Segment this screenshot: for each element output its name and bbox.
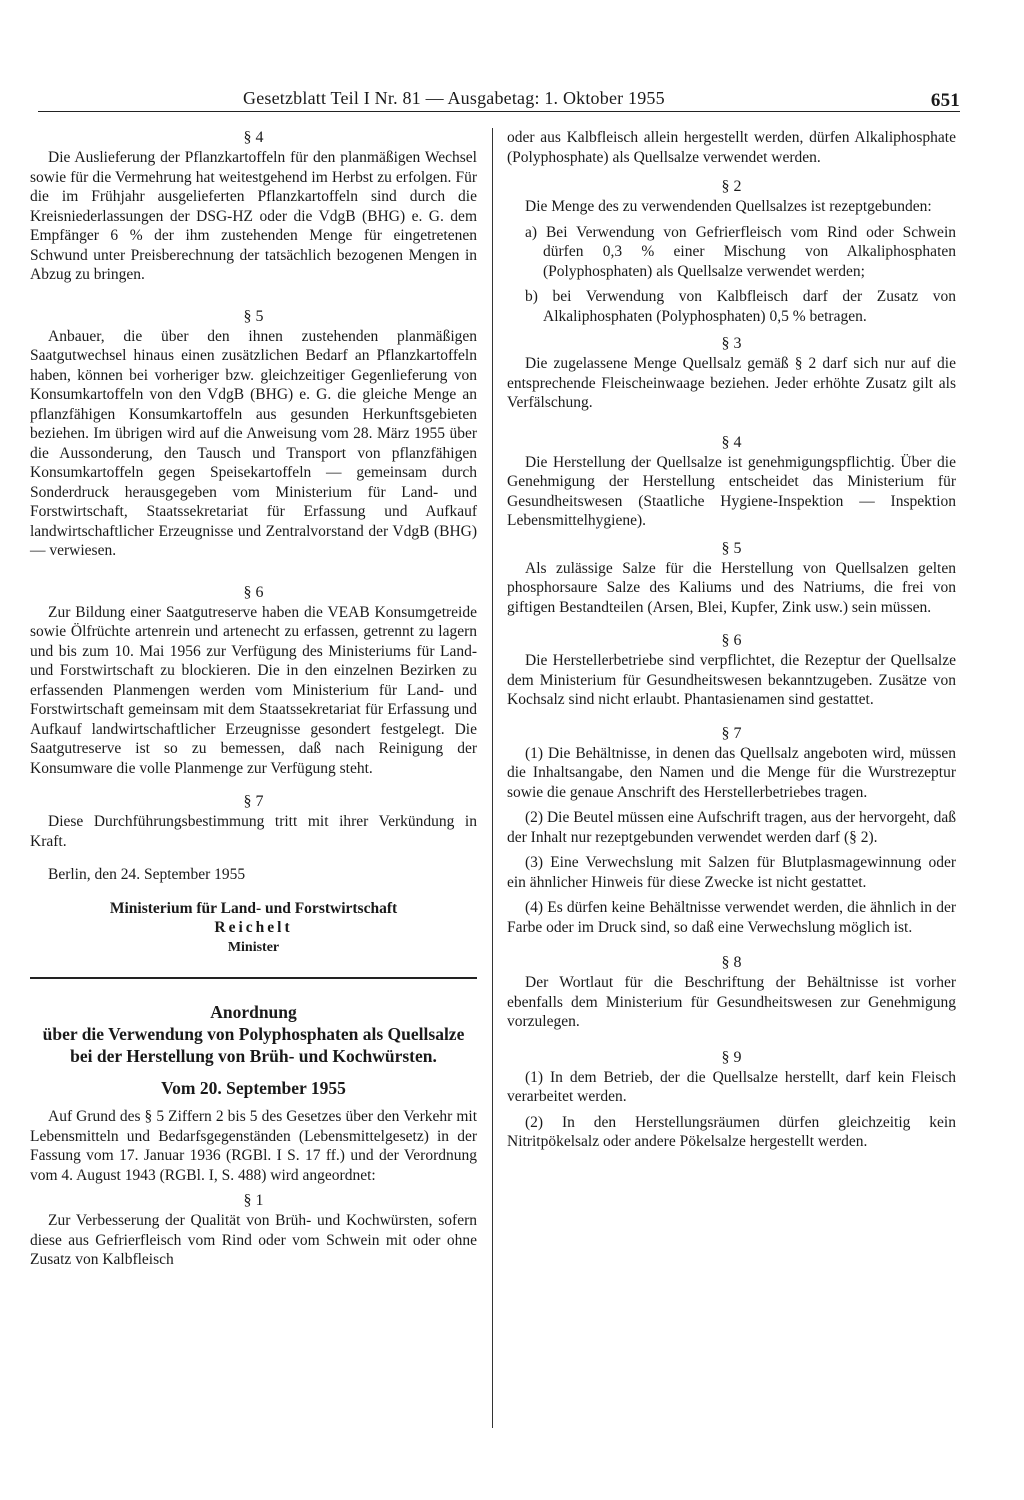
section-heading: § 7 <box>721 724 742 742</box>
paragraph: Zur Bildung einer Saatgutreserve haben die VEAB Konsumgetreide sowie Ölfrüchte artenrein und artenecht zu erfassen, getrennt zu lagern und bis zum 10. Mai 1956 zur Verfügung des Ministeriums für Land- und Forstwirtschaft zu blockieren. Die in den einzelnen Bezirken zu erfassenden Planmengen werden vom Ministerium für Land- und Forstwirtschaft gemeinsam mit dem Staatssekretariat für Erfassung und Aufkauf landwirtschaftlicher Erzeugnisse gesondert festgelegt. Die Saatgutreserve ist so zu bemessen, daß nach Reinigung der Konsumware die volle Planmenge zur Verfügung steht. <box>30 603 477 777</box>
paragraph: Anbauer, die über den ihnen zustehenden planmäßigen Saatgutwechsel hinaus einen zusätzlichen Bedarf an Pflanzkartoffeln haben, können bei vorheriger bzw. gleichzeitiger Gegenlieferung von Konsumkartoffeln von den VdgB (BHG) e. G. die gleiche Menge an pflanzfähigen Konsumkartoffeln aus gesunden Herkunftsgebieten beziehen. Im übrigen wird auf die Anweisung vom 28. März 1955 über die Aussonderung, den Tausch und Transport von pflanzfähigen Konsumkartoffeln gegen Speisekartoffeln — gemeinsam durch Sonderdruck herausgegeben vom Ministerium für Land- und Forstwirtschaft, Staatssekretariat für Erfassung und Aufkauf landwirtschaftlicher Erzeugnisse und Zentralvorstand der VdgB (BHG) — verwiesen. <box>30 327 477 559</box>
section-heading: § 5 <box>721 539 742 557</box>
left-column <box>30 128 477 1270</box>
decree-date: Vom 20. September 1955 <box>161 1078 346 1098</box>
paragraph: Auf Grund des § 5 Ziffern 2 bis 5 des Gesetzes über den Verkehr mit Lebensmitteln und Bedarfsgegenständen (Lebensmittelgesetz) in der Fassung vom 17. Januar 1936 (RGBl. I S. 17 ff.) und der Verordnung vom 4. August 1943 (RGBl. I, S. 488) wird angeordnet: <box>30 1108 477 1184</box>
paragraph: (2) In den Herstellungsräumen dürfen gleichzeitig kein Nitritpökelsalz oder andere Pökelsalze hergestellt werden. <box>507 1113 956 1150</box>
section-heading: § 6 <box>721 632 742 649</box>
paragraph: Als zulässige Salze für die Herstellung von Quellsalzen gelten phosphorsaure Salze des Kaliums und des Natriums, die frei von giftigen Bestandteilen (Arsen, Blei, Kupfer, Zink usw.) sein müssen. <box>507 559 956 616</box>
paragraph: Die Herstellung der Quellsalze ist genehmigungspflichtig. Über die Genehmigung der Herstellung entscheidet das Ministerium für Gesundheitswesen (Staatliche Hygiene-Inspektion — Inspektion Lebensmittelhygiene). <box>507 453 956 529</box>
section-heading: § 4 <box>243 129 264 146</box>
section-heading: § 5 <box>243 307 264 325</box>
paragraph: Diese Durchführungsbestimmung tritt mit ihrer Verkündung in Kraft. <box>30 813 477 850</box>
section-heading: § 9 <box>721 1048 742 1066</box>
ministry-name: Ministerium für Land- und Forstwirtschaft <box>109 899 398 917</box>
paragraph: (2) Die Beutel müssen eine Aufschrift tragen, aus der hervorgeht, daß der Inhalt nur rezeptgebunden verwendet werden darf (§ 2). <box>507 809 956 846</box>
section-heading: § 8 <box>721 954 742 971</box>
paragraph: Die Menge des zu verwendenden Quellsalzes ist rezeptgebunden: <box>525 198 932 215</box>
page-number: 651 <box>930 90 960 111</box>
paragraph: Der Wortlaut für die Beschriftung der Behältnisse ist vorher ebenfalls dem Ministerium für Gesundheitswesen zur Genehmigung vorzulegen. <box>507 974 956 1030</box>
signer-name: Reichelt <box>214 919 293 936</box>
header-rule <box>38 111 960 112</box>
column-divider <box>492 128 493 1428</box>
paragraph: (3) Eine Verwechslung mit Salzen für Blutplasmagewinnung oder ein ähnlicher Hinweis für diese Zwecke ist nicht gestattet. <box>507 854 956 891</box>
section-heading: § 4 <box>721 433 742 451</box>
section-heading: § 1 <box>243 1192 264 1209</box>
paragraph: Die Herstellerbetriebe sind verpflichtet, die Rezeptur der Quellsalze dem Ministerium für Gesundheitswesen bekanntzugeben. Zusätze von Kochsalz sind nicht erlaubt. Phantasienamen sind gestattet. <box>507 652 956 708</box>
section-heading: § 7 <box>243 793 264 810</box>
paragraph: Die zugelassene Menge Quellsalz gemäß § 2 darf sich nur auf die entsprechende Fleischeinwaage beziehen. Jeder erhöhte Zusatz gilt als Verfälschung. <box>507 355 956 411</box>
list-item: a) Bei Verwendung von Gefrierfleisch vom Rind oder Schwein dürfen 0,3 % einer Mischung von Alkaliphosphaten (Polyphosphaten) als Quellsalze verwendet werden; <box>525 223 956 280</box>
paragraph: Zur Verbesserung der Qualität von Brüh- und Kochwürsten, sofern diese aus Gefrierfleisch vom Rind oder vom Schwein mit oder ohne Zusatz von Kalbfleisch <box>30 1212 477 1268</box>
paragraph: oder aus Kalbfleisch allein hergestellt werden, dürfen Alkaliphosphate (Polyphosphate) als Quellsalze verwendet werden. <box>507 129 956 166</box>
paragraph: (1) Die Behältnisse, in denen das Quellsalz angeboten wird, müssen die Inhaltsangabe, den Namen und die Menge für die Wurstrezeptur sowie die genaue Anschrift des Herstellerbetriebes tragen. <box>507 744 956 801</box>
paragraph: (1) In dem Betrieb, der die Quellsalze herstellt, darf kein Fleisch verarbeitet werden. <box>507 1068 956 1105</box>
decree-title: Anordnung <box>210 1002 297 1022</box>
decree-subtitle: über die Verwendung von Polyphosphaten als Quellsalze bei der Herstellung von Brüh- und Kochwürsten. <box>42 1024 465 1066</box>
signer-role: Minister <box>227 939 280 955</box>
right-column <box>507 128 956 1152</box>
paragraph: (4) Es dürfen keine Behältnisse verwendet werden, die ähnlich in der Farbe oder im Druck sind, so daß eine Verwechslung möglich ist. <box>507 899 956 936</box>
section-heading: § 2 <box>721 178 742 195</box>
paragraph: Die Auslieferung der Pflanzkartoffeln für den planmäßigen Wechsel sowie für die Vermehrung hat weitestgehend im Herbst zu erfolgen. Für die im Frühjahr ausgelieferten Pflanzkartoffeln sind durch die Kreisniederlassungen der DSG-HZ oder die VdgB (BHG) e. G. dem Empfänger 6 % der ihm zustehenden Menge für eingetretenen Schwund unter Preisberechnung der tatsächlich bezogenen Mengen in Abzug zu bringen. <box>30 149 477 283</box>
gazette-title: Gesetzblatt Teil I Nr. 81 — Ausgabetag: 1. Oktober 1955 <box>243 88 665 108</box>
section-heading: § 3 <box>721 335 742 352</box>
section-heading: § 6 <box>243 583 264 601</box>
list-item: b) bei Verwendung von Kalbfleisch darf der Zusatz von Alkaliphosphaten (Polyphosphaten) 0,5 % betragen. <box>525 288 956 325</box>
place-date: Berlin, den 24. September 1955 <box>48 866 246 883</box>
